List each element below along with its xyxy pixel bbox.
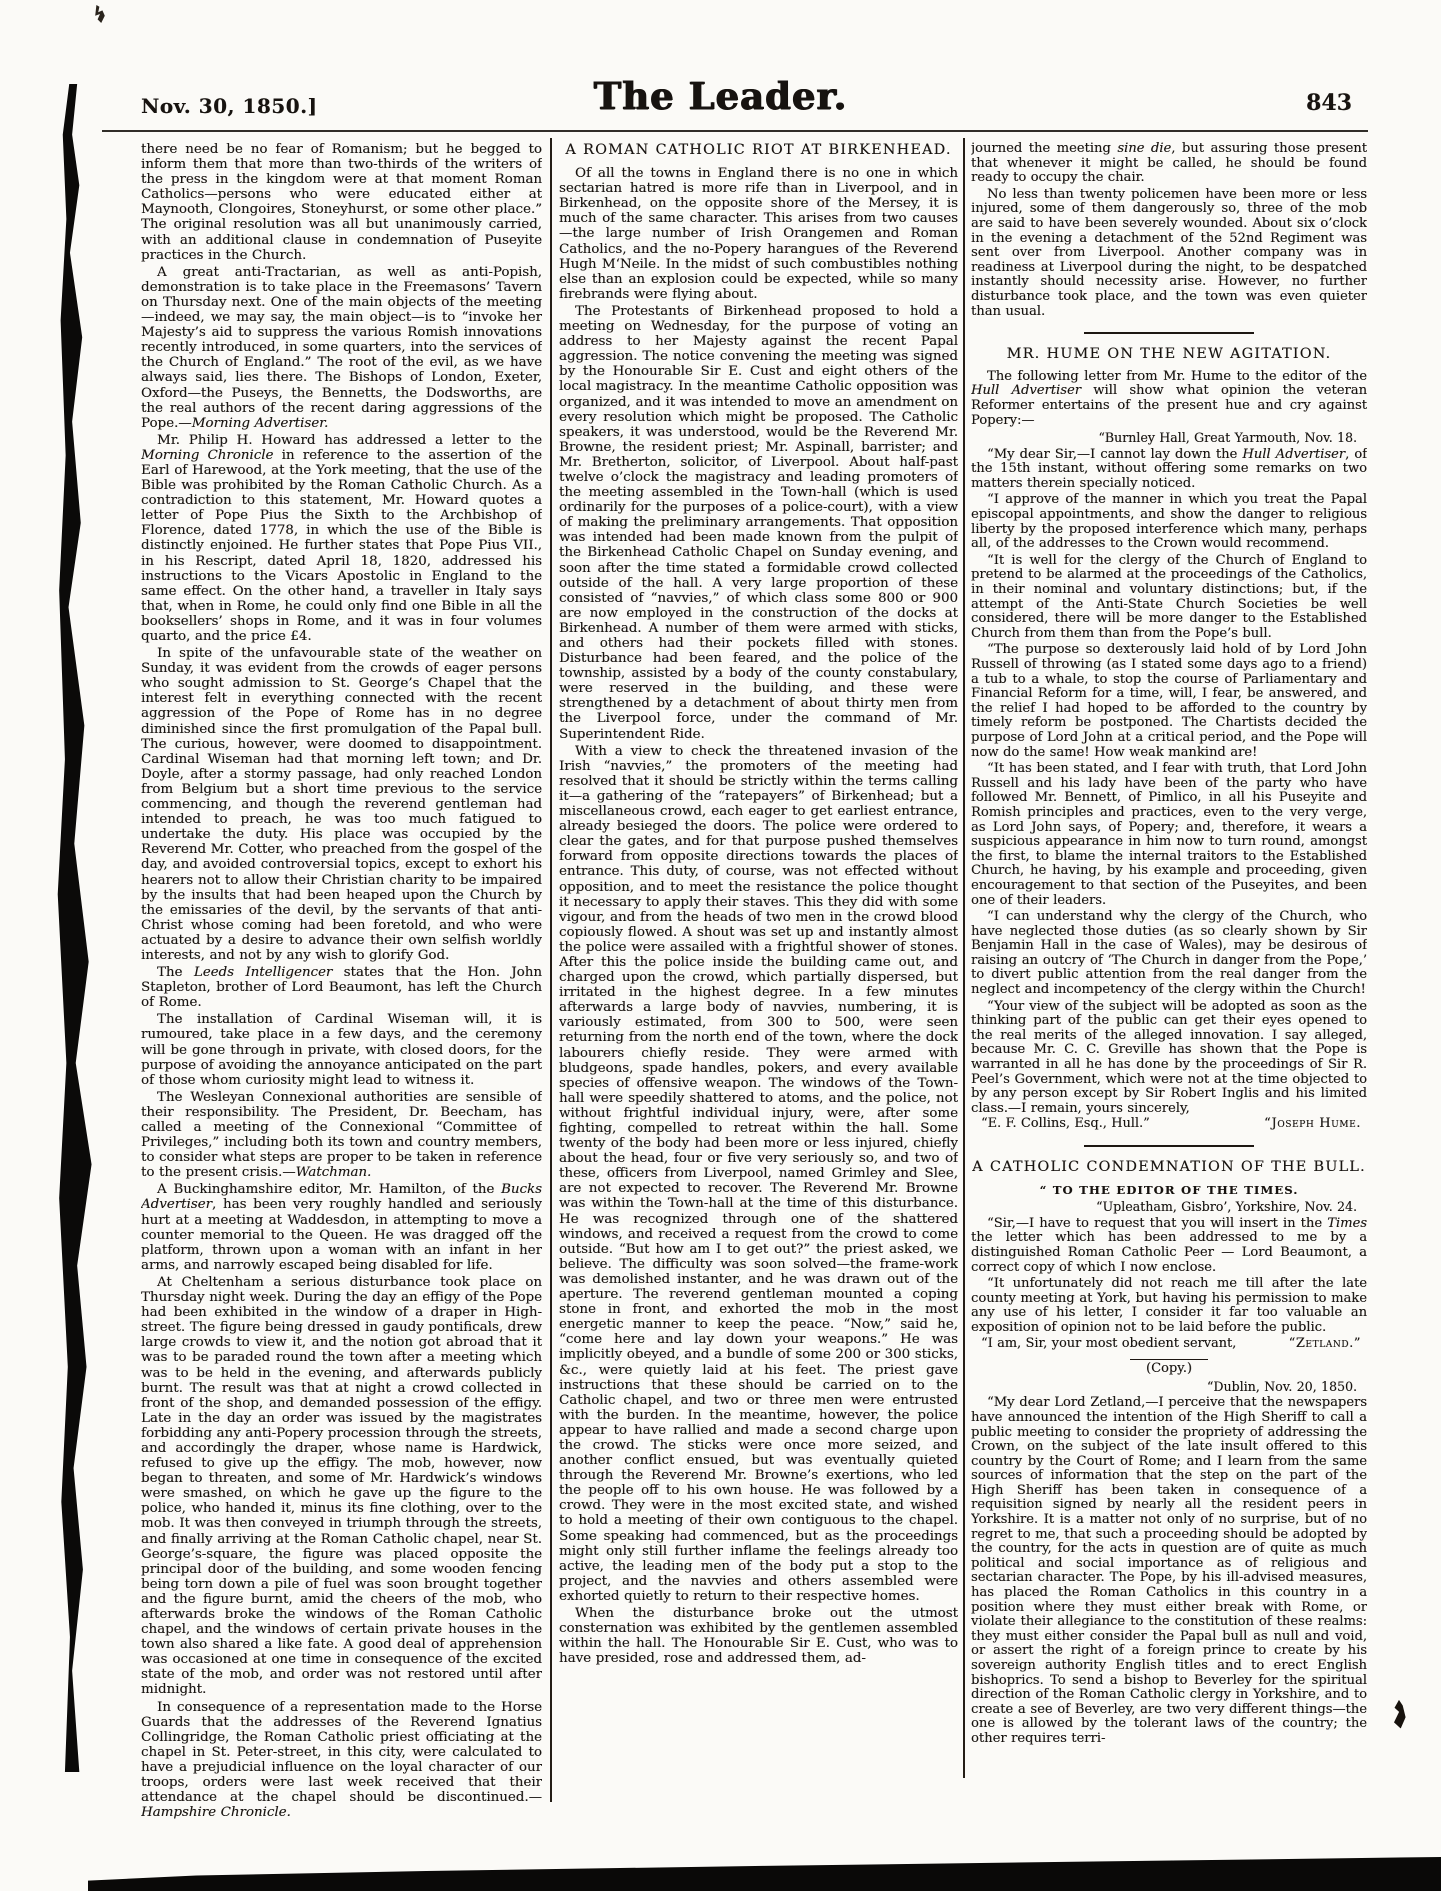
column-right: [971, 142, 1367, 1747]
signature-right: “Zetland.”: [1288, 1335, 1361, 1351]
dateline: “Dublin, Nov. 20, 1850.: [1206, 1378, 1357, 1394]
paragraph-continuation: there need be no fear of Romanism; but he begged to inform them that more than two-thirds of the writers of the press in the kingdom were at that moment Roman Catholics—persons who were educated either at Maynooth, Clongoires, Stoneyhurst, or some other place.” The original resolution was all but unanimously carried, with an additional clause in condemnation of Puseyite practices in the Church.: [141, 142, 542, 263]
scan-bottom-edge-artifact: [88, 1854, 1441, 1891]
paragraph: “Your view of the subject will be adopted as soon as the thinking part of the public can get their eyes opened to the real merits of the alleged innovation. I say alleged, because Mr. C. C. Greville has shown that the Pope is warranted in all he has done by the proceedings of Sir R. Peel’s Government, which were not at the time objected to by any person except by Sir Robert Inglis and his limited class.—I remain, yours sincerely,: [971, 998, 1367, 1116]
paragraph: No less than twenty policemen have been more or less injured, some of them dangerously so, three of the mob are said to have been severely wounded. About six o’clock in the evening a detachment of the 52nd Regiment was sent over from Liverpool. Another company was in readiness at Liverpool during the night, to be despatched instantly should necessity arise. However, no further disturbance took place, and the town was even quieter than usual.: [971, 186, 1367, 319]
header-rule: [102, 130, 1368, 132]
separator-rule-small: [1130, 1359, 1208, 1360]
signature-right: “Joseph Hume.: [1264, 1116, 1361, 1132]
paragraph: In consequence of a representation made to the Horse Guards that the addresses of the Reverend Ignatius Collingridge, the Roman Catholic priest officiating at the chapel in St. Peter-street, in this city, were calculated to have a prejudicial influence on the loyal character of our troops, orders were last week received that their attendance at the chapel should be discontinued.—Hampshire Chronicle.: [141, 1699, 542, 1821]
scan-corner-ink-mark: [1389, 1699, 1408, 1729]
paragraph: “Sir,—I have to request that you will insert in the Times the letter which has been addressed to me by a distinguished Roman Catholic Peer — Lord Beaumont, a correct copy of which I now enclose.: [971, 1215, 1367, 1275]
paragraph: Of all the towns in England there is no one in which sectarian hatred is more rife than in Liverpool, and in Birkenhead, on the opposite shore of the Mersey, it is much of the same character. This arises from two causes—the large number of Irish Orangemen and Roman Catholics, and the no-Popery harangues of the Reverend Hugh M‘Neile. In the midst of such combustibles nothing else than an explosion could be expected, while so many firebrands were flying about.: [559, 166, 958, 302]
article-heading: A ROMAN CATHOLIC RIOT AT BIRKENHEAD.: [565, 142, 952, 158]
paragraph: “It is well for the clergy of the Church of England to pretend to be alarmed at the proceedings of the Catholics, in their nominal and voluntary distinctions; but, if the attempt of the Anti-State Church Societies be well considered, there will be more danger to the Established Church from them than from the Pope’s bull.: [971, 552, 1367, 641]
scan-ink-mark: [94, 5, 106, 23]
paragraph: “The purpose so dexterously laid hold of by Lord John Russell of throwing (as I stated some days ago to a friend) a tub to a whale, to stop the course of Parliamentary and Financial Reform for a time, will, I fear, be answered, and the relief I had hoped to be afforded to the country by timely reform be postponed. The Chartists decided the purpose of Lord John at a critical period, and the Pope will now do the same! How weak mankind are!: [971, 642, 1367, 760]
masthead-title: The Leader.: [593, 74, 847, 118]
paragraph: “My dear Sir,—I cannot lay down the Hull Advertiser, of the 15th instant, without offering some remarks on two matters therein specially noticed.: [971, 446, 1367, 491]
paragraph: A great anti-Tractarian, as well as anti-Popish, demonstration is to take place in the Freemasons’ Tavern on Thursday next. One of the main objects of the meeting—indeed, we may say, the main object—is to “invoke her Majesty’s aid to suppress the various Romish innovations recently introduced, in some quarters, into the services of the Church of England.” The root of the evil, as we have always said, lies there. The Bishops of London, Exeter, Oxford—the Puseys, the Bennetts, the Dodsworths, are the real authors of the recent daring aggressions of the Pope.—Morning Advertiser.: [141, 264, 542, 431]
signature-left: “E. F. Collins, Esq., Hull.”: [981, 1116, 1150, 1132]
signature-line: [971, 1337, 1367, 1352]
dateline: “Burnley Hall, Great Yarmouth, Nov. 18.: [1098, 430, 1357, 446]
paragraph: A Buckinghamshire editor, Mr. Hamilton, of the Bucks Advertiser, has been very roughly handled and seriously hurt at a meeting at Waddesdon, in attempting to move a counter memorial to the Queen. He was dragged off the platform, thrown upon a woman with an infant in her arms, and narrowly escaped being disabled for life.: [141, 1182, 542, 1273]
column-divider-1: [550, 138, 552, 1802]
paragraph: “I approve of the manner in which you treat the Papal episcopal appointments, and show the danger to religious liberty by the proposed interference which many, perhaps all, of the addresses to the Crown would recommend.: [971, 492, 1367, 552]
centered-line: (Copy.): [1146, 1361, 1192, 1377]
paragraph: The Wesleyan Connexional authorities are sensible of their responsibility. The President, Dr. Beecham, has called a meeting of the Connexional “Committee of Privileges,” including both its town and country members, to consider what steps are proper to be taken in reference to the present crisis.—Watchman.: [141, 1089, 542, 1181]
paragraph: The following letter from Mr. Hume to the editor of the Hull Advertiser will show what opinion the veteran Reformer entertains of the present hue and cry against Popery:—: [971, 368, 1367, 428]
dateline: “Upleatham, Gisbro’, Yorkshire, Nov. 24.: [1096, 1199, 1357, 1215]
column-left: [141, 142, 542, 1820]
paragraph: When the disturbance broke out the utmost consternation was exhibited by the gentlemen assembled within the hall. The Honourable Sir E. Cust, who was to have presided, rose and addressed them, ad-: [559, 1606, 958, 1667]
signature-left: “I am, Sir, your most obedient servant,: [981, 1335, 1237, 1351]
paragraph: “I can understand why the clergy of the Church, who have neglected those duties (as so clearly shown by Sir Benjamin Hall in the case of Wales), may be desirous of raising an outcry of ‘The Church in danger from the Pope,’ to divert public attention from the real danger from the neglect and incompetency of the clergy within the Church!: [971, 909, 1367, 998]
paragraph: The Leeds Intelligencer states that the Hon. John Stapleton, brother of Lord Beaumont, has left the Church of Rome.: [141, 965, 542, 1011]
paragraph: “It has been stated, and I fear with truth, that Lord John Russell and his lady have been of the party who have followed Mr. Bennett, of Pimlico, in all his Puseyite and Romish principles and practices, even to the very verge, as Lord John says, of Popery; and, therefore, it wears a suspicious appearance in him now to turn round, amongst the first, to blame the internal traitors to the Established Church, he having, by his example and proceeding, given encouragement to that section of the Puseyites, and been one of their leaders.: [971, 761, 1367, 908]
article-heading: A CATHOLIC CONDEMNATION OF THE BULL.: [972, 1159, 1366, 1175]
paragraph: Mr. Philip H. Howard has addressed a letter to the Morning Chronicle in reference to the assertion of the Earl of Harewood, at the York meeting, that the use of the Bible was prohibited by the Roman Catholic Church. As a contradiction to this statement, Mr. Howard quotes a letter of Pope Pius the Sixth to the Archbishop of Florence, dated 1778, in which the use of the Bible is distinctly enjoined. He further states that Pope Pius VII., in his Rescript, dated April 18, 1820, addressed his instructions to the Vicars Apostolic in England to the same effect. On the other hand, a traveller in Italy says that, when in Rome, he could only find one Bible in all the booksellers’ shops in Rome, and it was in four volumes quarto, and the price £4.: [141, 432, 542, 644]
scan-left-edge-artifact: [57, 84, 93, 1772]
page-number: 843: [1306, 90, 1352, 116]
paragraph: The Protestants of Birkenhead proposed to hold a meeting on Wednesday, for the purpose of voting an address to her Majesty against the recent Papal aggression. The notice convening the meeting was signed by the Honourable Sir E. Cust and eight others of the local magistracy. In the meantime Catholic opposition was organized, and it was intended to move an amendment on every resolution which might be proposed. The Catholic speakers, it was understood, would be the Reverend Mr. Browne, the resident priest; Mr. Aspinall, barrister; and Mr. Bretherton, solicitor, of Liverpool. About half-past twelve o’clock the magistracy and leading promoters of the meeting assembled in the Town-hall (which is used ordinarily for the purposes of a police-court), with a view of making the preliminary arrangements. That opposition was intended had been made known from the pulpit of the Birkenhead Catholic Chapel on Sunday evening, and soon after the time stated a formidable crowd collected outside of the hall. A very large proportion of these consisted of “navvies,” of which class some 800 or 900 are now employed in the construction of the docks at Birkenhead. A number of them were armed with sticks, and others had their pockets filled with stones. Disturbance had been feared, and the police of the township, assisted by a body of the county constabulary, were reserved in the building, and these were strengthened by a detachment of about thirty men from the Liverpool force, under the command of Mr. Superintendent Ride.: [559, 303, 958, 742]
paragraph-continuation: journed the meeting sine die, but assuring those present that whenever it might be called, he should be found ready to occupy the chair.: [971, 142, 1367, 186]
paragraph: In spite of the unfavourable state of the weather on Sunday, it was evident from the crowds of eager persons who sought admission to St. George’s Chapel that the interest felt in everything connected with the recent aggression of the Pope of Rome has in no degree diminished since the first promulgation of the Papal bull. The curious, however, were doomed to disappointment. Cardinal Wiseman had that morning left town; and Dr. Doyle, after a stormy passage, had only reached London from Belgium but a short time previous to the service commencing, and though the reverend gentleman had intended to preach, he was too much fatigued to undertake the duty. His place was occupied by the Reverend Mr. Cotter, who preached from the gospel of the day, and avoided controversial topics, except to exhort his hearers not to allow their Christian charity to be impaired by the insults that had been heaped upon the Church by the emissaries of the devil, by the servants of that anti-Christ whose coming had been foretold, and who were actuated by a desire to advance their own selfish worldly interests, and not by any wish to glorify God.: [141, 646, 542, 963]
separator-rule: [1084, 332, 1254, 334]
paragraph: “It unfortunately did not reach me till after the late county meeting at York, but having his permission to make any use of his letter, I consider it far too valuable an exposition of opinion not to be laid before the public.: [971, 1276, 1367, 1335]
article-heading: MR. HUME ON THE NEW AGITATION.: [1006, 346, 1332, 363]
paragraph: With a view to check the threatened invasion of the Irish “navvies,” the promoters of the meeting had resolved that it should be strictly within the terms calling it—a gathering of the “ratepayers” of Birkenhead; but a miscellaneous crowd, each eager to get earliest entrance, already besieged the doors. The police were ordered to clear the gates, and for that purpose pushed themselves forward from opposite directions towards the places of entrance. This duty, of course, was not effected without opposition, and to meet the resistance the police thought it necessary to apply their staves. This they did with some vigour, and from the heads of two men in the crowd blood copiously flowed. A shout was set up and instantly almost the police were assailed with a frightful shower of stones. After this the police inside the building came out, and charged upon the crowd, which partially dispersed, but irritated in the highest degree. In a few minutes afterwards a large body of navvies, numbering, it is variously estimated, from 300 to 500, were seen returning from the north end of the town, where the dock labourers chiefly reside. They were armed with bludgeons, spade handles, pokers, and every available species of offensive weapon. The windows of the Town-hall were speedily shattered to atoms, and the police, not without frightful individual injury, were, after some fighting, compelled to retreat within the hall. Some twenty of the body had been more or less injured, chiefly about the head, four or five very seriously so, and two of these, officers from Liverpool, named Grimley and Slee, are not expected to recover. The Reverend Mr. Browne was within the Town-hall at the time of this disturbance. He was recognized through one of the shattered windows, and received a request from the crowd to come outside. “But how am I to get out?” the priest asked, we believe. The difficulty was soon solved—the frame-work was demolished instanter, and he was drawn out of the aperture. The reverend gentleman mounted a coping stone in front, and exhorted the mob in the most energetic manner to keep the peace. “Now,” said he, “come here and lay down your weapons.” He was implicitly obeyed, and a bundle of some 200 or 300 sticks, &c., were quietly laid at his feet. The priest gave instructions that these should be carried on to the Catholic chapel, and two or three men were entrusted with the burden. In the meantime, however, the police appear to have rallied and made a second charge upon the crowd. The sticks were once more seized, and another conflict ensued, but was eventually quieted through the Reverend Mr. Browne’s exertions, who led the people off to his own house. He was followed by a crowd. They were in the most excited state, and wished to hold a meeting of their own contiguous to the chapel. Some speaking had commenced, but as the proceedings might only still further inflame the feelings already too active, the leading men of the body put a stop to the project, and the navvies and others assembled were exhorted quietly to return to their respective homes.: [559, 743, 958, 1604]
paragraph: “My dear Lord Zetland,—I perceive that the newspapers have announced the intention of the High Sheriff to call a public meeting to consider the propriety of addressing the Crown, on the subject of the late insult offered to this country by the Court of Rome; and I learn from the same sources of information that the step on the part of the High Sheriff has been taken in consequence of a requisition signed by nearly all the resident peers in Yorkshire. It is a matter not only of no surprise, but of no regret to me, that such a proceeding should be adopted by the country, for the acts in question are of quite as much political and social importance as of religious and sectarian character. The Pope, by his ill-advised measures, has placed the Roman Catholics in this country in a position where they must either break with Rome, or violate their allegiance to the constitution of these realms: they must either consider the Papal bull as null and void, or assert the right of a foreign prince to create by his sovereign authority English titles and to erect English bishoprics. To send a bishop to Beverley for the spiritual direction of the Roman Catholic clergy in Yorkshire, and to create a see of Beverley, are two very different things—the one is allowed by the tolerant laws of the country; the other requires terri-: [971, 1395, 1367, 1746]
separator-rule: [1084, 1145, 1254, 1147]
paragraph: The installation of Cardinal Wiseman will, it is rumoured, take place in a few days, and the ceremony will be gone through in private, with closed doors, for the purpose of avoiding the annoyance anticipated on the part of those whom curiosity might lead to witness it.: [141, 1012, 542, 1088]
column-middle: [559, 142, 958, 1666]
issue-date: Nov. 30, 1850.]: [141, 94, 318, 118]
column-divider-2: [963, 138, 965, 1778]
signature-line: [971, 1117, 1367, 1132]
paragraph: At Cheltenham a serious disturbance took place on Thursday night week. During the day an effigy of the Pope had been exhibited in the window of a draper in High-street. The figure being dressed in gaudy pontificals, drew large crowds to view it, and the notion got abroad that it was to be paraded round the town after a meeting which was to be held in the evening, and afterwards publicly burnt. The result was that at night a crowd collected in front of the shop, and demanded possession of the effigy. Late in the day an order was issued by the magistrates forbidding any anti-Popery procession through the streets, and accordingly the draper, whose name is Hardwick, refused to give up the effigy. The mob, however, now began to threaten, and some of Mr. Hardwick’s windows were smashed, on which he gave up the figure to the police, who handed it, minus its fine clothing, over to the mob. It was then conveyed in triumph through the streets, and finally arriving at the Roman Catholic chapel, near St. George’s-square, the figure was placed opposite the principal door of the building, and some wooden fencing being torn down a pile of fuel was soon brought together and the figure burnt, amid the cheers of the mob, who afterwards broke the windows of the Roman Catholic chapel, and the windows of certain private houses in the town also shared a like fate. A good deal of apprehension was occasioned at one time in consequence of the excited state of the mob, and order was not restored until after midnight.: [141, 1274, 542, 1698]
sub-heading: “ TO THE EDITOR OF THE TIMES.: [1039, 1182, 1299, 1197]
